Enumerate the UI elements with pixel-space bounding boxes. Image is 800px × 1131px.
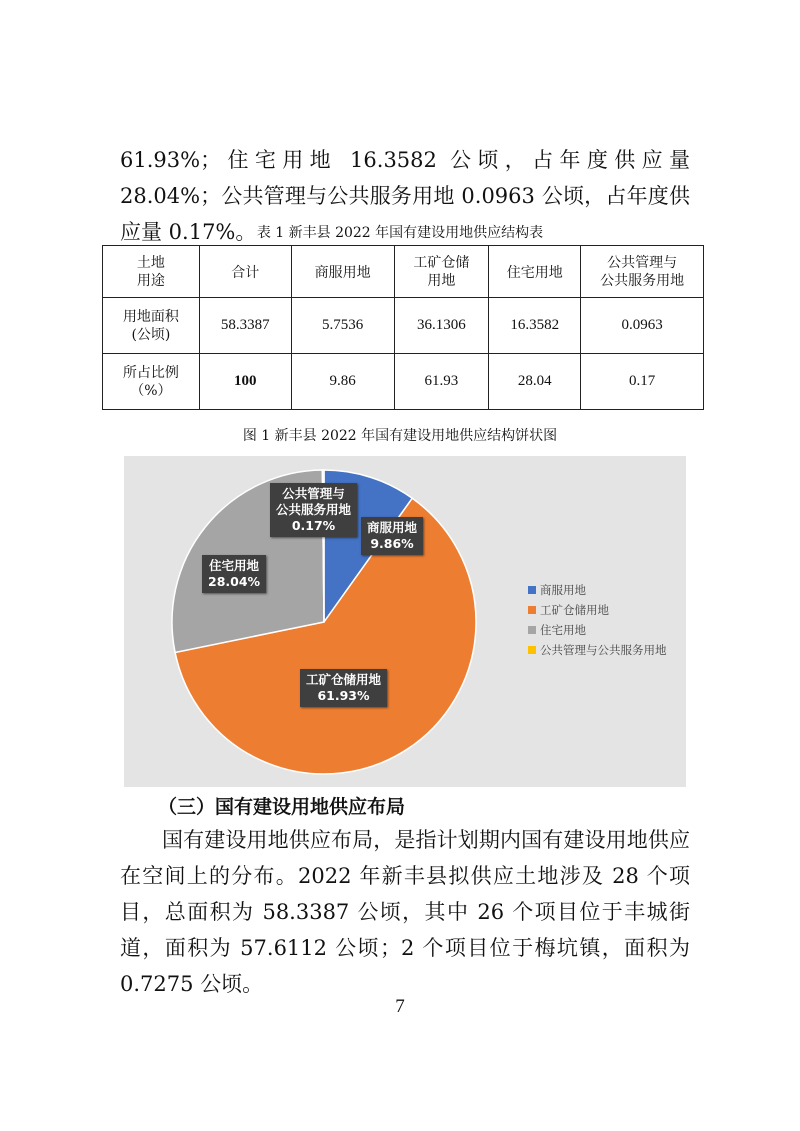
header-cell: 工矿仓储 用地 — [394, 246, 489, 298]
figure-caption: 图 1 新丰县 2022 年国有建设用地供应结构饼状图 — [242, 428, 558, 444]
section-heading: （三）国有建设用地供应布局 — [158, 796, 406, 818]
table-cell: 9.86 — [291, 354, 394, 410]
land-supply-table — [102, 245, 704, 410]
table-cell: 0.17 — [581, 354, 704, 410]
row-label: 用地面积 (公顷) — [103, 298, 200, 354]
legend-label: 住宅用地 — [540, 623, 586, 637]
table-cell: 61.93 — [394, 354, 489, 410]
legend-swatch — [528, 606, 536, 614]
table-cell: 5.7536 — [291, 298, 394, 354]
table-cell: 36.1306 — [394, 298, 489, 354]
table-row — [103, 298, 704, 354]
legend-swatch — [528, 646, 536, 654]
table-header-row — [103, 246, 704, 298]
header-cell: 公共管理与 公共服务用地 — [581, 246, 704, 298]
page-number: 7 — [395, 996, 405, 1017]
legend-item — [528, 580, 667, 600]
row-label: 所占比例 （%） — [103, 354, 200, 410]
header-cell: 土地 用途 — [103, 246, 200, 298]
table-cell: 16.3582 — [489, 298, 581, 354]
pie-data-label: 公共管理与 公共服务用地 0.17% — [270, 483, 357, 537]
table-row — [103, 354, 704, 410]
legend-item — [528, 620, 667, 640]
legend-swatch — [528, 626, 536, 634]
paragraph-top: 61.93%；住宅用地 16.3582 公顷，占年度供应量 28.04%；公共管理与公共服务用地 0.0963 公顷，占年度供应量 0.17%。 — [120, 148, 690, 244]
pie-data-label: 商服用地 9.86% — [361, 517, 423, 555]
table-caption: 表 1 新丰县 2022 年国有建设用地供应结构表 — [256, 225, 544, 241]
legend-label: 工矿仓储用地 — [540, 603, 609, 617]
pie-chart — [124, 456, 686, 787]
pie-data-label: 住宅用地 28.04% — [202, 555, 266, 593]
chart-legend — [528, 580, 667, 660]
legend-label: 公共管理与公共服务用地 — [540, 643, 667, 657]
table-cell: 28.04 — [489, 354, 581, 410]
header-cell: 商服用地 — [291, 246, 394, 298]
legend-label: 商服用地 — [540, 583, 586, 597]
pie-data-label: 工矿仓储用地 61.93% — [300, 669, 387, 707]
table-cell: 100 — [199, 354, 291, 410]
header-cell: 住宅用地 — [489, 246, 581, 298]
table-cell: 0.0963 — [581, 298, 704, 354]
table-cell: 58.3387 — [199, 298, 291, 354]
legend-item — [528, 640, 667, 660]
legend-swatch — [528, 586, 536, 594]
paragraph-bottom: 国有建设用地供应布局，是指计划期内国有建设用地供应在空间上的分布。2022 年新丰县拟供应土地涉及 28 个项目，总面积为 58.3387 公顷，其中 26 个项目位于丰城街道，面积为 57.6112 公顷；2 个项目位于梅坑镇，面积为 0.7275 公顷。 — [120, 828, 690, 996]
legend-item — [528, 600, 667, 620]
header-cell: 合计 — [199, 246, 291, 298]
